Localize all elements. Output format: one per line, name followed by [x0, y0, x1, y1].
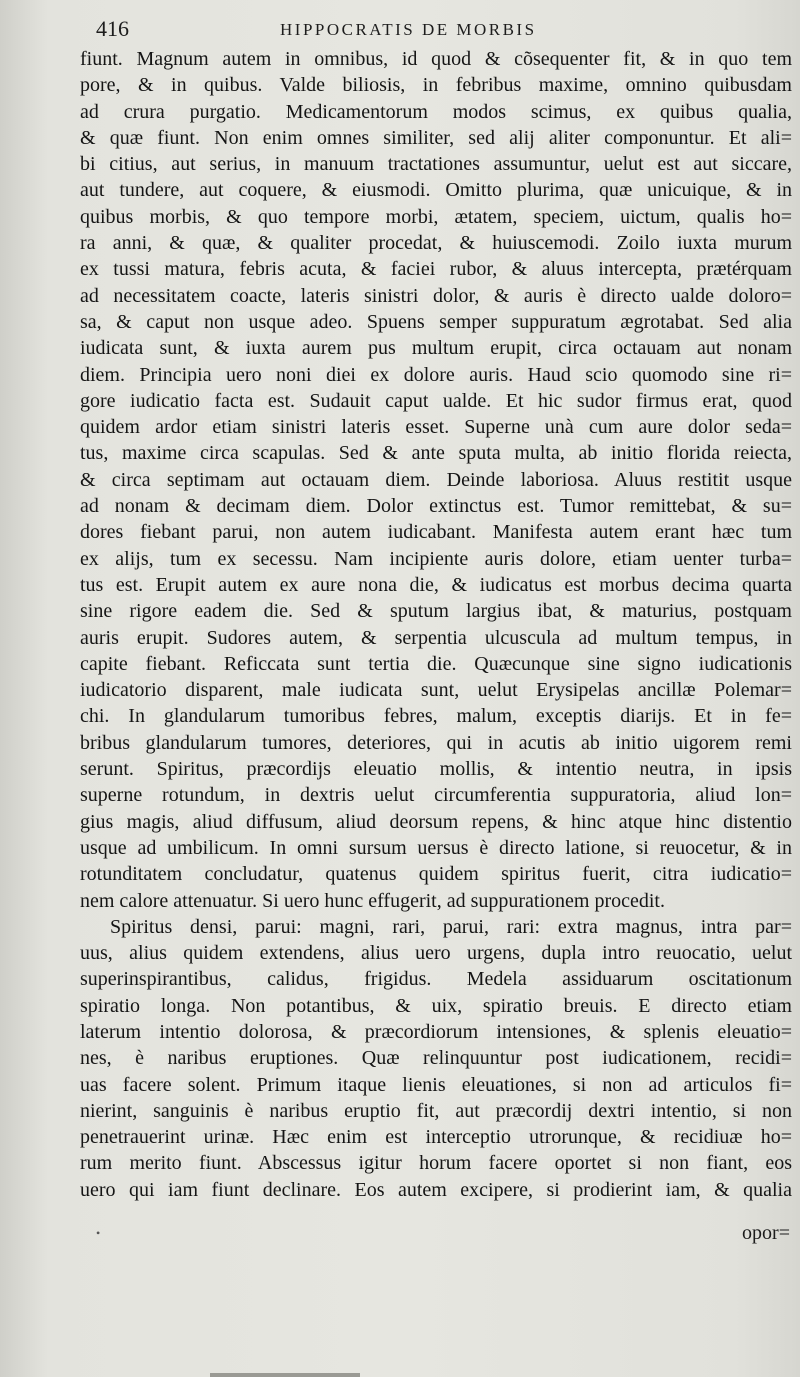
- text-line: aut tundere, aut coquere, & eiusmodi. Omitto plurima, quæ unicuique, & in: [80, 179, 792, 202]
- text-line: rotunditatem concludatur, quatenus quidem spiritus fuerit, citra iudicatio=: [80, 863, 792, 886]
- text-line: pore, & in quibus. Valde biliosis, in febribus maxime, omnino quibusdam: [80, 74, 792, 97]
- catchword: opor=: [742, 1222, 790, 1244]
- text-line: sine rigore eadem die. Sed & sputum largius ibat, & maturius, postquam: [80, 600, 792, 623]
- text-line: bi citius, aut serius, in manuum tractationes assumuntur, uelut est aut siccare,: [80, 153, 792, 176]
- text-line: sa, & caput non usque adeo. Spuens semper suppuratum ægrotabat. Sed alia: [80, 310, 792, 333]
- text-line: usque ad umbilicum. In omni sursum uersus è directo latione, si reuocetur, & in: [80, 836, 792, 859]
- page-header: [80, 0, 792, 46]
- text-line: serunt. Spiritus, præcordijs eleuatio mollis, & intentio neutra, in ipsis: [80, 758, 792, 781]
- text-line: nem calore attenuatur. Si uero hunc effugerit, ad suppurationem procedit.: [80, 889, 665, 912]
- text-line: & circa septimam aut octauam diem. Deinde laboriosa. Aluus restitit usque: [80, 468, 792, 491]
- text-line: ex tussi matura, febris acuta, & faciei rubor, & aluus intercepta, prætérquam: [80, 258, 792, 281]
- text-line: gius magis, aliud diffusum, aliud deorsum repens, & hinc atque hinc distentio: [80, 810, 792, 833]
- stray-mark: •: [96, 1226, 101, 1240]
- text-line: ad necessitatem coacte, lateris sinistri dolor, & auris è directo ualde doloro=: [80, 284, 792, 307]
- text-line: capite fiebant. Reficcata sunt tertia die. Quæcunque sine signo iudicationis: [80, 652, 792, 675]
- text-line: spiratio longa. Non potantibus, & uix, spiratio breuis. E directo etiam: [80, 994, 792, 1017]
- text-line: tus est. Erupit autem ex aure nona die, & iudicatus est morbus decima quarta: [80, 573, 792, 596]
- text-line: ad nonam & decimam diem. Dolor extinctus est. Tumor remittebat, & su=: [80, 495, 792, 518]
- text-line: Spiritus densi, parui: magni, rari, parui, rari: extra magnus, intra par=: [110, 915, 792, 938]
- text-line: auris erupit. Sudores autem, & serpentia ulcuscula ad multum tempus, in: [80, 626, 792, 649]
- text-line: uero qui iam fiunt declinare. Eos autem excipere, si prodierint iam, & qualia: [80, 1178, 792, 1201]
- text-line: quidem ardor etiam sinistri lateris esset. Superne unà cum aure dolor seda=: [80, 416, 792, 439]
- text-line: chi. In glandularum tumoribus febres, malum, exceptis diarijs. Et in fe=: [80, 705, 792, 728]
- text-line: & quæ fiunt. Non enim omnes similiter, sed alij aliter componuntur. Et ali=: [80, 126, 792, 149]
- text-line: penetrauerint urinæ. Hæc enim est interceptio utrorunque, & recidiuæ ho=: [80, 1126, 792, 1149]
- body-text: [80, 46, 792, 1203]
- text-line: ad crura purgatio. Medicamentorum modos scimus, ex quibus qualia,: [80, 100, 792, 123]
- running-head: HIPPOCRATIS DE MORBIS: [280, 20, 537, 39]
- page-edge-shadow: [210, 1373, 360, 1377]
- text-line: uus, alius quidem extendens, alius uero urgens, dupla intro reuocatio, uelut: [80, 942, 792, 965]
- text-line: dores fiebant parui, non autem iudicabant. Manifesta autem erant hæc tum: [80, 521, 792, 544]
- text-line: iudicatorio disparent, male iudicata sunt, uelut Erysipelas ancillæ Polemar=: [80, 679, 792, 702]
- text-line: nes, è naribus eruptiones. Quæ relinquuntur post iudicationem, recidi=: [80, 1047, 792, 1070]
- text-line: superne rotundum, in dextris uelut circumferentia suppuratoria, aliud lon=: [80, 784, 792, 807]
- text-line: diem. Principia uero noni diei ex dolore auris. Haud scio quomodo sine ri=: [80, 363, 792, 386]
- text-line: iudicata sunt, & iuxta aurem pus multum erupit, circa octauam aut nonam: [80, 337, 792, 360]
- text-line: nierint, sanguinis è naribus eruptio fit, aut præcordij dextri intentio, si non: [80, 1099, 792, 1122]
- text-line: bribus glandularum tumores, deteriores, qui in acutis ab initio uigorem remi: [80, 731, 792, 754]
- text-line: uas facere solent. Primum itaque lienis eleuationes, si non ad articulos fi=: [80, 1073, 792, 1096]
- text-line: quibus morbis, & quo tempore morbi, ætatem, speciem, uictum, qualis ho=: [80, 205, 792, 228]
- text-line: tus, maxime circa scapulas. Sed & ante sputa multa, ab initio florida reiecta,: [80, 442, 792, 465]
- text-line: laterum intentio dolorosa, & præcordiorum intensiones, & splenis eleuatio=: [80, 1020, 792, 1043]
- text-line: rum merito fiunt. Abscessus igitur horum facere oportet si non fiant, eos: [80, 1152, 792, 1175]
- text-line: superinspirantibus, calidus, frigidus. Medela assiduarum oscitationum: [80, 968, 792, 991]
- text-line: ex alijs, tum ex secessu. Nam incipiente auris dolore, etiam uenter turba=: [80, 547, 792, 570]
- text-line: ra anni, & quæ, & qualiter procedat, & huiuscemodi. Zoilo iuxta murum: [80, 232, 792, 255]
- text-line: gore iudicatio facta est. Sudauit caput ualde. Et hic sudor firmus erat, quod: [80, 389, 792, 412]
- text-line: fiunt. Magnum autem in omnibus, id quod & cõsequenter fit, & in quo tem: [80, 48, 792, 70]
- page-number: 416: [96, 16, 129, 41]
